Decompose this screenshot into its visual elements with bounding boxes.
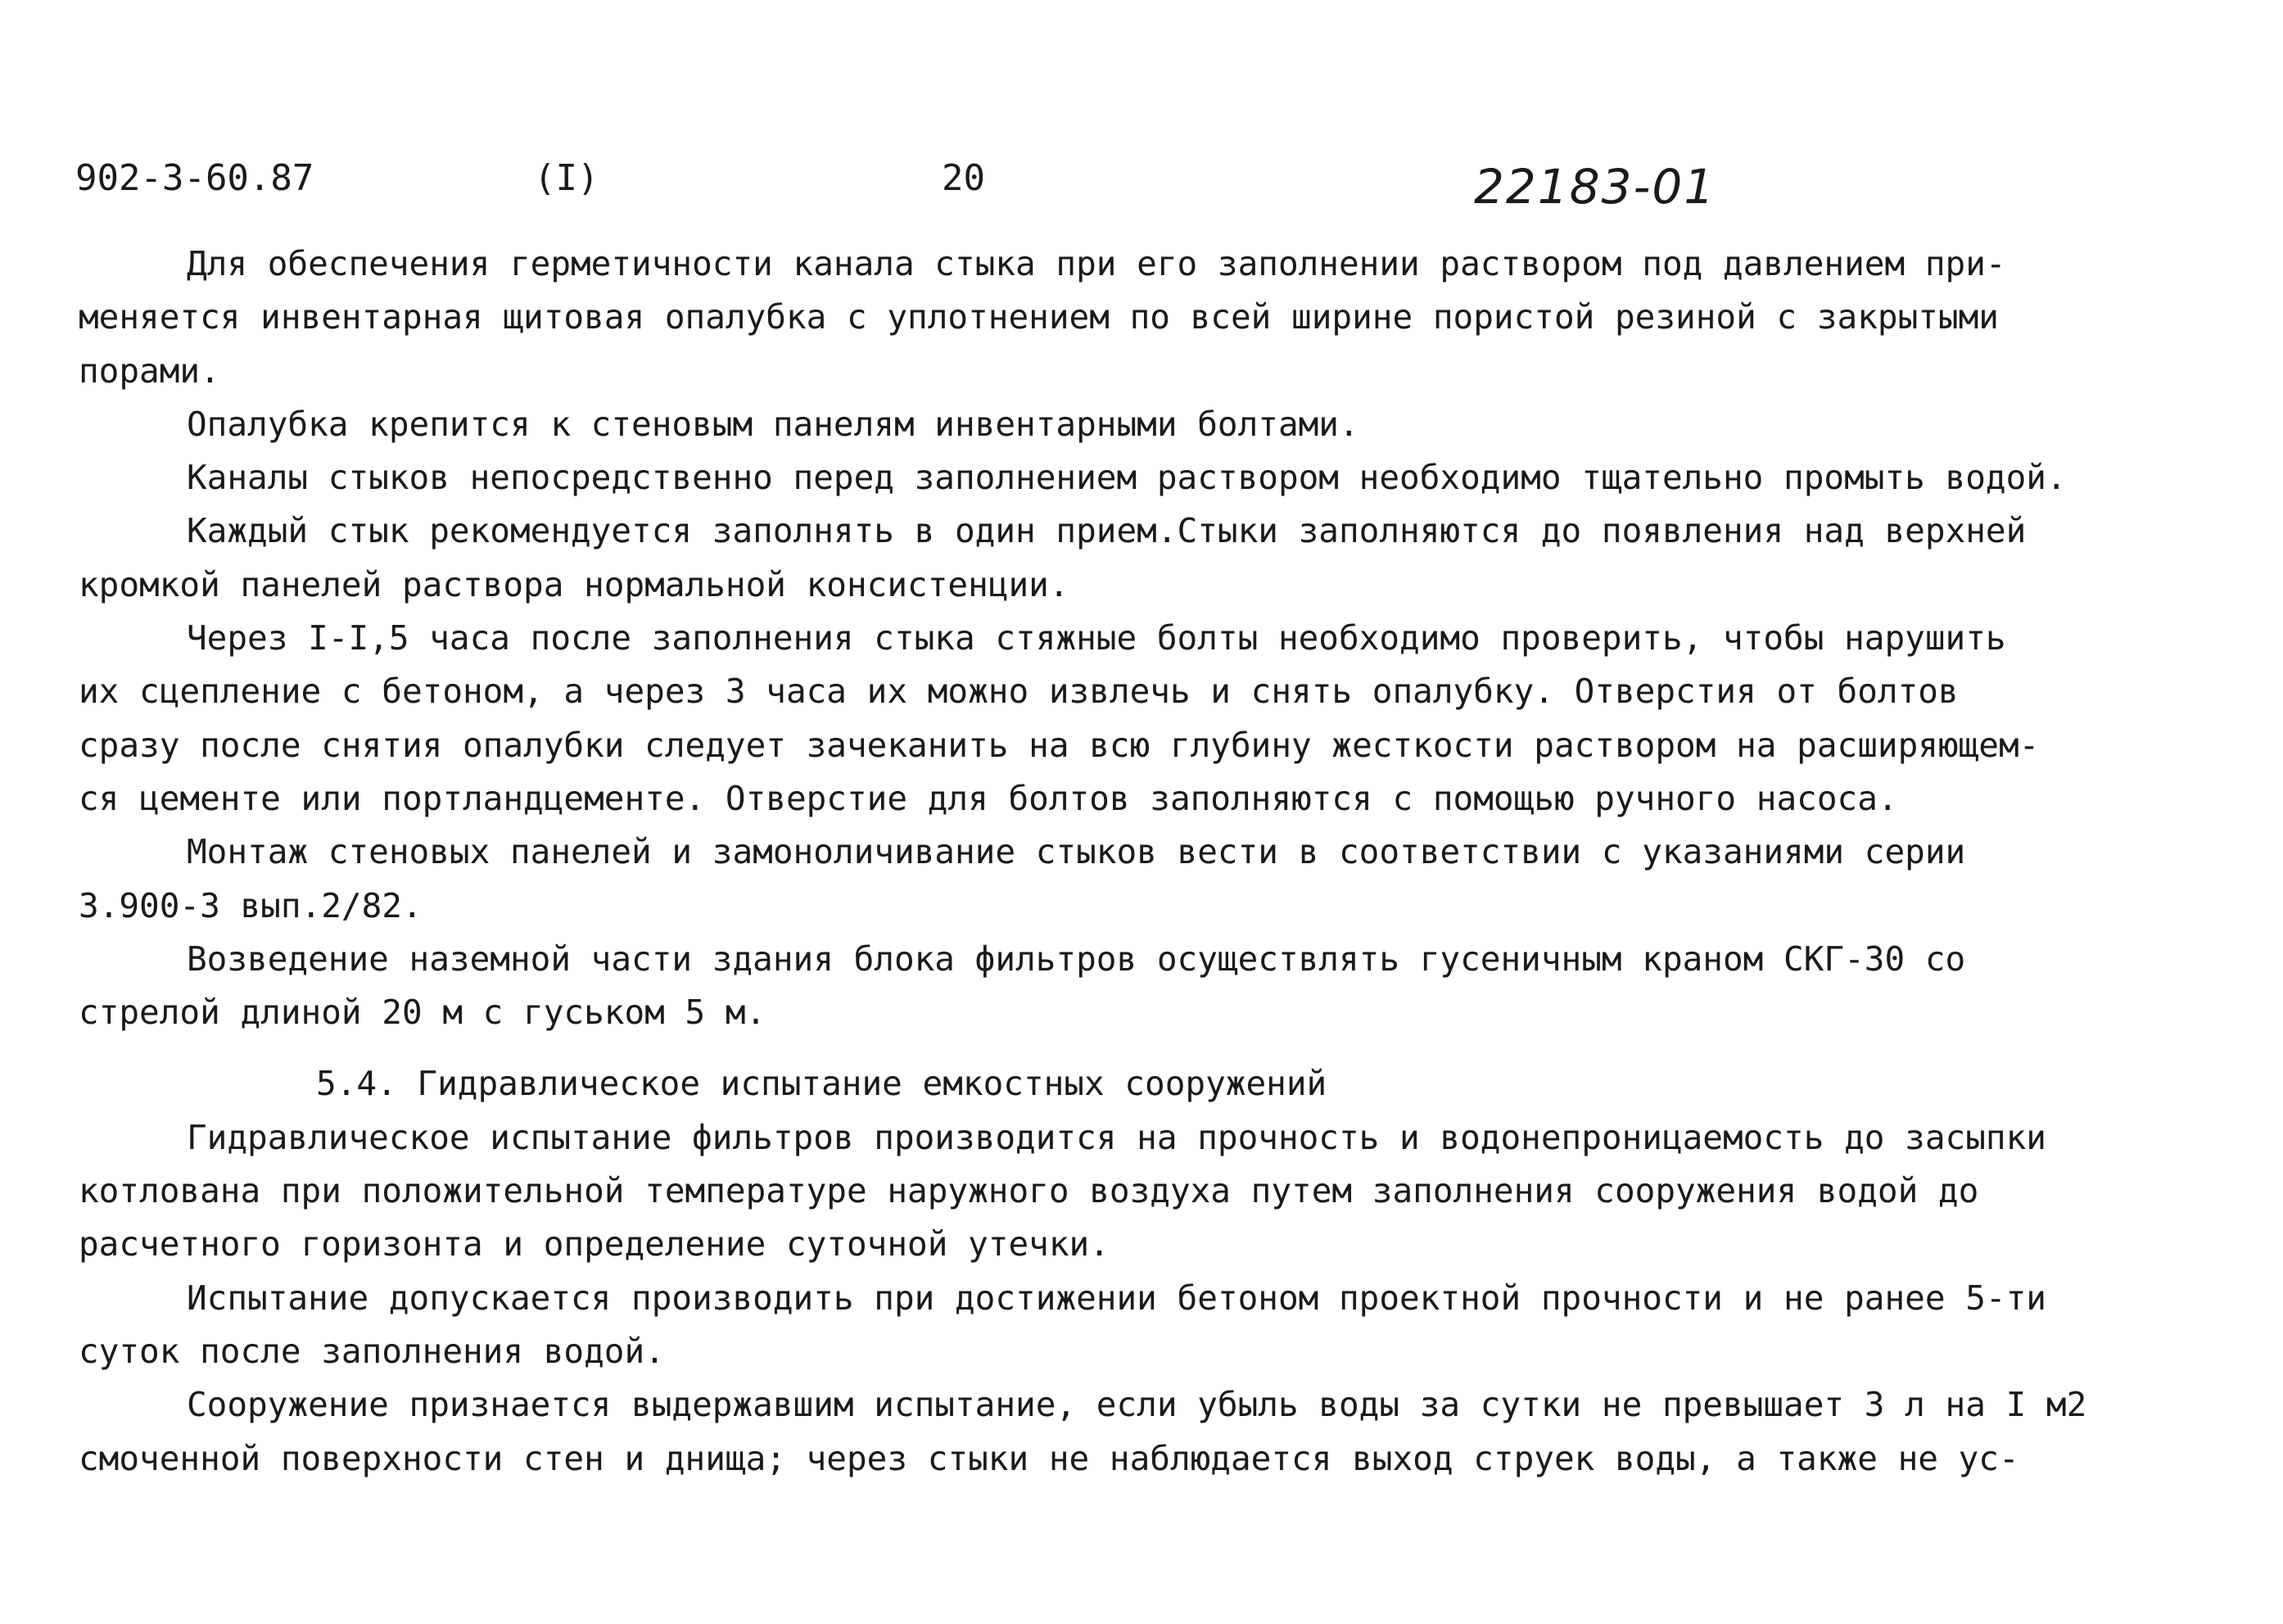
paragraph-line: Через I-I,5 часа после заполнения стыка стяжные болты необходимо проверить, чтобы нарушить [187, 618, 2006, 658]
document-code: 902-3-60.87 [75, 157, 314, 199]
paragraph-line: порами. [79, 351, 220, 391]
paragraph-line: Каждый стык рекомендуется заполнять в один прием.Стыки заполняются до появления над верхней [187, 511, 2027, 551]
paragraph-line: ся цементе или портландцементе. Отверстие для болтов заполняются с помощью ручного насоса. [79, 778, 1898, 818]
paragraph-line: суток после заполнения водой. [79, 1331, 665, 1371]
paragraph-line: Возведение наземной части здания блока фильтров осуществлять гусеничным краном СКГ-30 со [187, 939, 1966, 979]
paragraph-line: Каналы стыков непосредственно перед заполнением раствором необходимо тщательно промыть водой. [187, 458, 2067, 498]
paragraph-line: смоченной поверхности стен и днища; через стыки не наблюдается выход струек воды, а также не ус- [79, 1438, 2019, 1478]
archive-number: 22183-01 [1474, 159, 1716, 215]
paragraph-line: котлована при положительной температуре наружного воздуха путем заполнения сооружения водой до [79, 1171, 1979, 1211]
paragraph-line: Для обеспечения герметичности канала стыка при его заполнении раствором под давлением при- [187, 244, 2006, 283]
paragraph-line: 3.900-3 вып.2/82. [79, 885, 423, 925]
paragraph-line: кромкой панелей раствора нормальной консистенции. [79, 564, 1069, 604]
paragraph-line: Опалубка крепится к стеновым панелям инвентарными болтами. [187, 404, 1359, 444]
body-text [79, 237, 2240, 1486]
section-gap [79, 1039, 2240, 1057]
paragraph-line: расчетного горизонта и определение суточной утечки. [79, 1224, 1110, 1264]
paragraph-line: Испытание допускается производить при достижении бетоном проектной прочности и не ранее 5-ти [187, 1278, 2046, 1318]
paragraph-line: Гидравлическое испытание фильтров производится на прочность и водонепроницаемость до засыпки [187, 1117, 2046, 1157]
paragraph-line: их сцепление с бетоном, а через 3 часа их можно извлечь и снять опалубку. Отверстия от болтов [79, 672, 1959, 712]
paragraph-line: Монтаж стеновых панелей и замоноличивание стыков вести в соответствии с указаниями серии [187, 832, 1966, 872]
paragraph-line: меняется инвентарная щитовая опалубка с уплотнением по всей ширине пористой резиной с закрытыми [79, 297, 1999, 337]
section-heading: 5.4. Гидравлическое испытание емкостных сооружений [316, 1064, 1327, 1104]
paragraph-line: Сооружение признается выдержавшим испытание, если убыль воды за сутки не превышает 3 л на I м2 [187, 1385, 2087, 1425]
paragraph-line: стрелой длиной 20 м с гуськом 5 м. [79, 993, 766, 1033]
sheet-mark: (I) [534, 157, 599, 199]
page-number: 20 [942, 157, 985, 199]
paragraph-line: сразу после снятия опалубки следует зачеканить на всю глубину жесткости раствором на расширяющем- [79, 725, 2040, 765]
